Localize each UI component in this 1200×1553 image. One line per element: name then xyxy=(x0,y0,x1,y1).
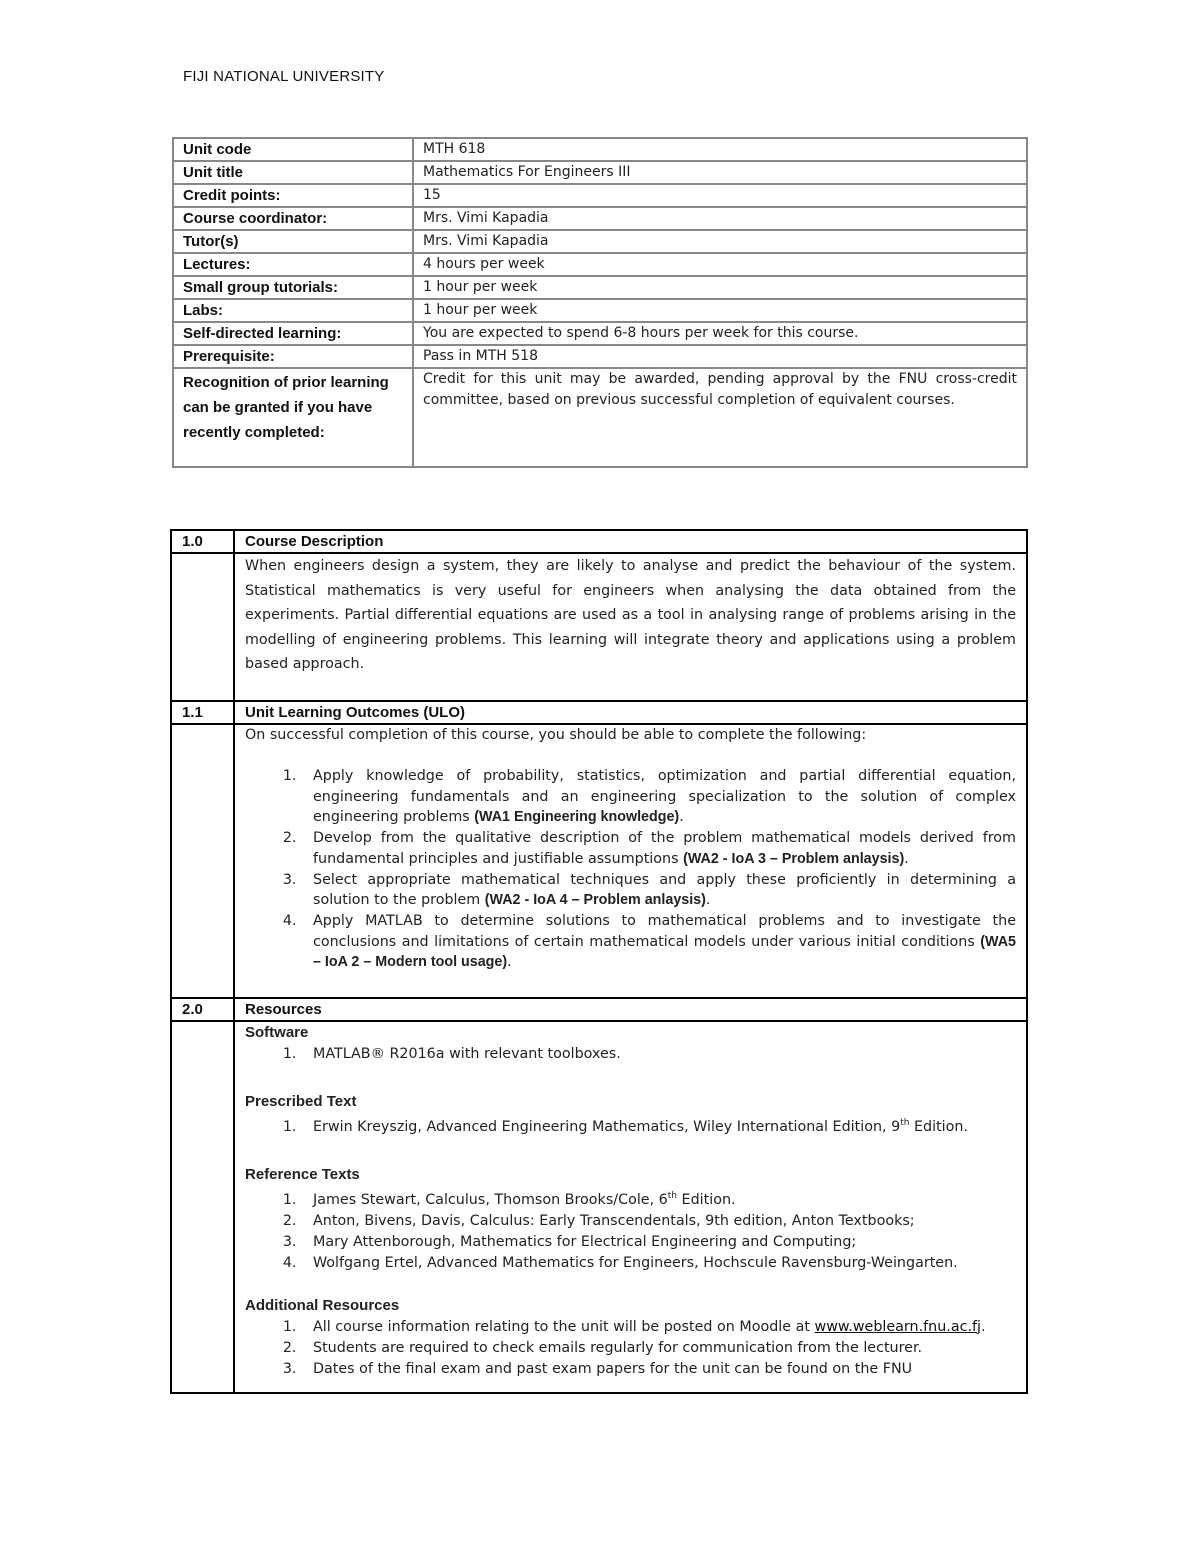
info-row xyxy=(173,299,1027,322)
list-item: 2. Students are required to check emails regularly for communication from the lecturer. xyxy=(301,1338,1016,1359)
list-item: 1. All course information relating to the unit will be posted on Moodle at www.weblearn.fnu.ac.fj. xyxy=(301,1317,1016,1338)
info-row xyxy=(173,230,1027,253)
info-label: Lectures: xyxy=(173,253,413,276)
info-value: Mrs. Vimi Kapadia xyxy=(413,230,1027,253)
info-label: Small group tutorials: xyxy=(173,276,413,299)
info-label: Unit code xyxy=(173,138,413,161)
section-body-row xyxy=(171,1021,1027,1393)
info-label: Course coordinator: xyxy=(173,207,413,230)
prescribed-list xyxy=(245,1113,1016,1138)
info-label: Unit title xyxy=(173,161,413,184)
list-item: 4. Wolfgang Ertel, Advanced Mathematics for Engineers, Hochscule Ravensburg-Weingarten. xyxy=(301,1253,1016,1274)
list-item: 2. Develop from the qualitative description of the problem mathematical models derived from fundamental principles and justifiable assumptions (WA2 - IoA 3 – Problem anlaysis). xyxy=(301,828,1016,869)
info-label: Prerequisite: xyxy=(173,345,413,368)
section-number: 1.0 xyxy=(171,530,234,553)
info-label: Labs: xyxy=(173,299,413,322)
list-item: 1. Apply knowledge of probability, statistics, optimization and partial differential equation, engineering fundamentals and an engineering specialization to the solution of complex engineering problems (WA1 Engineering knowledge). xyxy=(301,766,1016,828)
ulo-list xyxy=(245,766,1016,973)
unit-info-table xyxy=(172,137,1028,468)
section-header-row xyxy=(171,530,1027,553)
info-row xyxy=(173,345,1027,368)
info-value: Pass in MTH 518 xyxy=(413,345,1027,368)
section-title: Course Description xyxy=(234,530,1027,553)
info-label: Self-directed learning: xyxy=(173,322,413,345)
info-row xyxy=(173,207,1027,230)
course-table xyxy=(170,529,1028,1394)
info-value: 1 hour per week xyxy=(413,299,1027,322)
info-value: 15 xyxy=(413,184,1027,207)
info-value: You are expected to spend 6-8 hours per week for this course. xyxy=(413,322,1027,345)
info-row xyxy=(173,322,1027,345)
info-value: Credit for this unit may be awarded, pending approval by the FNU cross-credit committee, based on previous successful completion of equivalent courses. xyxy=(413,368,1027,467)
list-item: 1. MATLAB® R2016a with relevant toolboxes. xyxy=(301,1044,1016,1065)
section-number: 1.1 xyxy=(171,701,234,724)
info-row xyxy=(173,253,1027,276)
list-item: 1. James Stewart, Calculus, Thomson Brooks/Cole, 6th Edition. xyxy=(301,1186,1016,1211)
list-item: 4. Apply MATLAB to determine solutions to mathematical problems and to investigate the conclusions and limitations of certain mathematical models under various initial conditions (WA5 – IoA 2 – Modern tool usage). xyxy=(301,911,1016,973)
list-item: 2. Anton, Bivens, Davis, Calculus: Early Transcendentals, 9th edition, Anton Textbooks; xyxy=(301,1211,1016,1232)
info-value: Mathematics For Engineers III xyxy=(413,161,1027,184)
section-body-row xyxy=(171,553,1027,701)
info-row xyxy=(173,276,1027,299)
reference-heading: Reference Texts xyxy=(245,1165,360,1183)
moodle-link[interactable]: www.weblearn.fnu.ac.fj xyxy=(814,1318,982,1335)
info-label: Recognition of prior learning can be granted if you have recently completed: xyxy=(173,368,413,467)
info-row xyxy=(173,184,1027,207)
info-row xyxy=(173,138,1027,161)
section-title: Unit Learning Outcomes (ULO) xyxy=(234,701,1027,724)
section-header-row xyxy=(171,998,1027,1021)
list-item: 3. Select appropriate mathematical techniques and apply these proficiently in determining a solution to the problem (WA2 - IoA 4 – Problem anlaysis). xyxy=(301,870,1016,911)
ulo-intro: On successful completion of this course, you should be able to complete the following: xyxy=(245,727,867,743)
section-title: Resources xyxy=(234,998,1027,1021)
info-value: MTH 618 xyxy=(413,138,1027,161)
reference-list xyxy=(245,1186,1016,1274)
software-heading: Software xyxy=(245,1024,309,1041)
info-label: Credit points: xyxy=(173,184,413,207)
info-value: 4 hours per week xyxy=(413,253,1027,276)
info-label: Tutor(s) xyxy=(173,230,413,253)
section-number: 2.0 xyxy=(171,998,234,1021)
additional-heading: Additional Resources xyxy=(245,1296,400,1314)
course-description-text: When engineers design a system, they are likely to analyse and predict the behaviour of the system. Statistical mathematics is very useful for engineers when analysing the data obtained from the experiments. Partial differential equations are used as a tool in analysing range of problems arising in the modelling of engineering problems. This learning will integrate theory and applications using a problem based approach. xyxy=(234,553,1027,701)
university-header: FIJI NATIONAL UNIVERSITY xyxy=(183,68,385,85)
list-item: 3. Mary Attenborough, Mathematics for Electrical Engineering and Computing; xyxy=(301,1232,1016,1253)
section-header-row xyxy=(171,701,1027,724)
info-row xyxy=(173,368,1027,467)
prescribed-heading: Prescribed Text xyxy=(245,1093,357,1110)
info-value: Mrs. Vimi Kapadia xyxy=(413,207,1027,230)
info-row xyxy=(173,161,1027,184)
software-list xyxy=(245,1044,1016,1065)
section-body-row xyxy=(171,724,1027,998)
additional-list xyxy=(245,1317,1016,1380)
list-item: 1. Erwin Kreyszig, Advanced Engineering Mathematics, Wiley International Edition, 9th Edition. xyxy=(301,1113,1016,1138)
info-value: 1 hour per week xyxy=(413,276,1027,299)
list-item: 3. Dates of the final exam and past exam papers for the unit can be found on the FNU xyxy=(301,1359,1016,1380)
